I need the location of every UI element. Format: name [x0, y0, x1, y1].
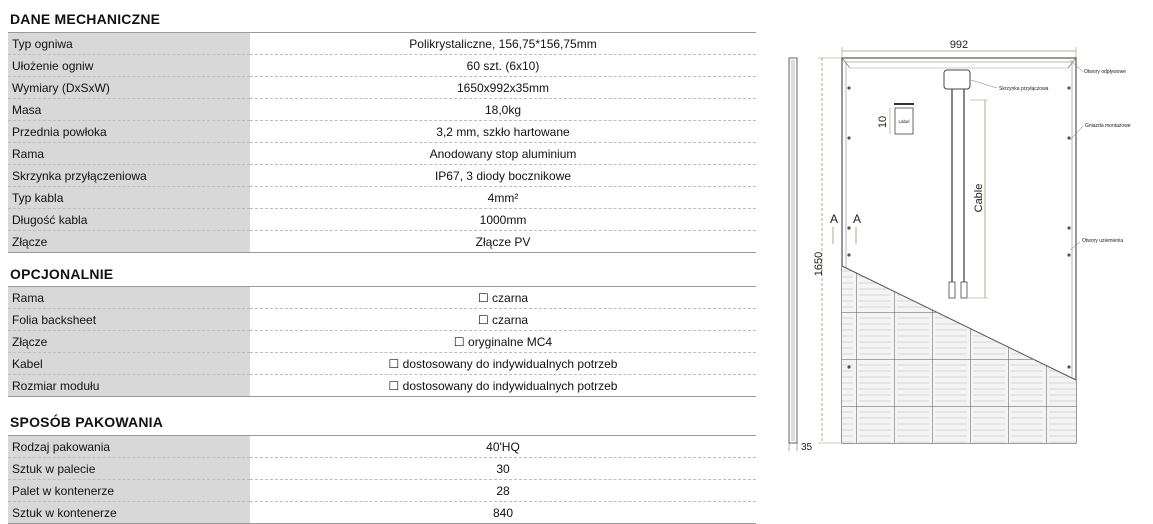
row-value: 18,0kg — [250, 99, 756, 121]
row-label: Folia backsheet — [8, 309, 250, 331]
section-title-packing: SPOSÓB PAKOWANIA — [10, 414, 164, 430]
height-dimension — [818, 58, 842, 443]
row-label: Złącze — [8, 331, 250, 353]
table-row — [8, 309, 756, 331]
width-label: 992 — [949, 39, 969, 51]
table-row — [8, 121, 756, 143]
table-row — [8, 209, 756, 231]
label-plate-text: Label — [898, 119, 910, 124]
row-label: Typ kabla — [8, 187, 250, 209]
row-value: IP67, 3 diody bocznikowe — [250, 165, 756, 187]
packing-table — [8, 435, 756, 524]
callout-drain-holes: Otwory odpływowe — [1084, 69, 1126, 75]
table-row — [8, 231, 756, 253]
row-value: ☐ oryginalne MC4 — [250, 331, 756, 353]
table-row — [8, 77, 756, 99]
section-title-mechanical: DANE MECHANICZNE — [10, 11, 161, 27]
row-label: Rama — [8, 143, 250, 165]
row-value: 3,2 mm, szkło hartowane — [250, 121, 756, 143]
section-a-right: A — [852, 212, 862, 226]
row-label: Typ ogniwa — [8, 33, 250, 55]
table-row — [8, 436, 756, 458]
optional-table — [8, 286, 756, 397]
table-row — [8, 33, 756, 55]
height-label: 1650 — [813, 251, 825, 277]
table-row — [8, 375, 756, 397]
panel-drawing — [780, 30, 1150, 460]
row-label: Masa — [8, 99, 250, 121]
dim-10-label: 10 — [877, 115, 889, 129]
row-value: 60 szt. (6x10) — [250, 55, 756, 77]
callout-mount-slots: Gniazda montażowe — [1085, 123, 1131, 129]
row-label: Długość kabla — [8, 209, 250, 231]
table-row — [8, 287, 756, 309]
row-label: Przednia powłoka — [8, 121, 250, 143]
row-value: 40'HQ — [250, 436, 756, 458]
section-title-optional: OPCJONALNIE — [10, 266, 114, 282]
mechanical-table — [8, 32, 756, 253]
table-row — [8, 143, 756, 165]
callout-ground-holes: Otwory uziemienia — [1082, 238, 1124, 244]
row-value: Polikrystaliczne, 156,75*156,75mm — [250, 33, 756, 55]
table-row — [8, 480, 756, 502]
row-value: Anodowany stop aluminium — [250, 143, 756, 165]
cable-label: Cable — [973, 183, 985, 213]
row-label: Złącze — [8, 231, 250, 253]
depth-label: 35 — [801, 442, 813, 453]
table-row — [8, 99, 756, 121]
row-value: ☐ dostosowany do indywidualnych potrzeb — [250, 353, 756, 375]
row-value: Złącze PV — [250, 231, 756, 253]
row-value: 1000mm — [250, 209, 756, 231]
row-value: 840 — [250, 502, 756, 524]
row-label: Rama — [8, 287, 250, 309]
table-row — [8, 55, 756, 77]
row-label: Palet w kontenerze — [8, 480, 250, 502]
row-value: 30 — [250, 458, 756, 480]
row-label: Rodzaj pakowania — [8, 436, 250, 458]
callout-junction-box-text: Skrzynka przyłączowa — [999, 86, 1049, 92]
row-label: Sztuk w kontenerze — [8, 502, 250, 524]
table-row — [8, 165, 756, 187]
table-row — [8, 458, 756, 480]
row-value: ☐ czarna — [250, 287, 756, 309]
table-row — [8, 331, 756, 353]
table-row — [8, 187, 756, 209]
table-row — [8, 502, 756, 524]
side-profile — [789, 58, 797, 451]
table-row — [8, 353, 756, 375]
row-value: ☐ czarna — [250, 309, 756, 331]
row-value: 28 — [250, 480, 756, 502]
row-label: Kabel — [8, 353, 250, 375]
row-label: Sztuk w palecie — [8, 458, 250, 480]
row-value: 4mm² — [250, 187, 756, 209]
section-a-left: A — [829, 212, 839, 226]
row-label: Rozmiar modułu — [8, 375, 250, 397]
row-label: Skrzynka przyłączeniowa — [8, 165, 250, 187]
row-label: Ułożenie ogniw — [8, 55, 250, 77]
callout-junction-box — [999, 86, 1049, 92]
row-value: ☐ dostosowany do indywidualnych potrzeb — [250, 375, 756, 397]
row-value: 1650x992x35mm — [250, 77, 756, 99]
row-label: Wymiary (DxSxW) — [8, 77, 250, 99]
